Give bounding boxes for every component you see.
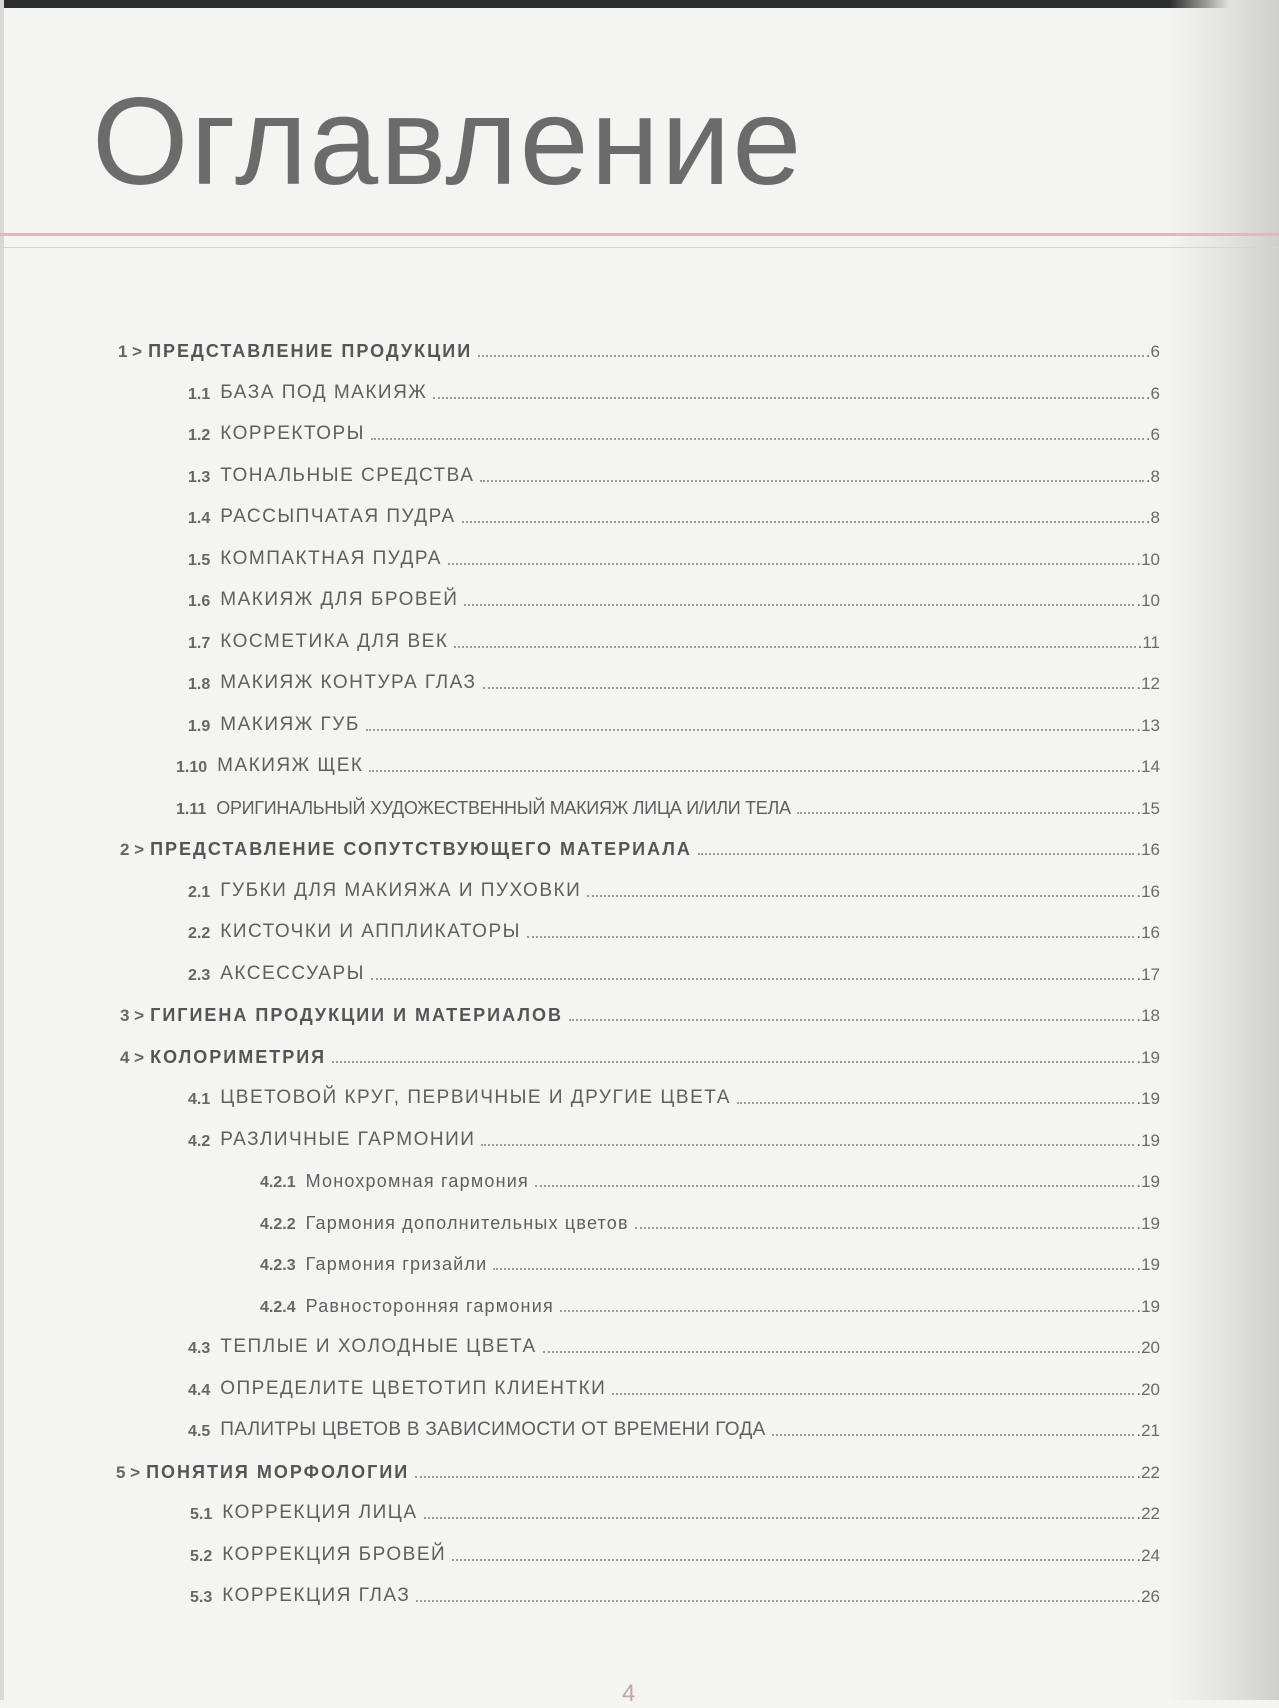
toc-entry-number: 1.10 [176,759,208,776]
toc-entry[interactable] [188,917,1160,943]
toc-entry[interactable] [188,710,1160,736]
toc-entry[interactable] [176,793,1160,819]
toc-entry[interactable] [260,1166,1160,1192]
toc-entry[interactable] [120,834,1160,860]
dot-leader [424,1517,1135,1519]
toc-entry-number: 1.6 [188,593,211,610]
toc-entry-number: 5 > [116,1463,141,1482]
toc-entry-label: РАЗЛИЧНЫЕ ГАРМОНИИ [220,1129,476,1150]
toc-entry-page: .15 [1136,799,1160,818]
toc-entry-page: .22 [1136,1463,1160,1482]
toc-entry-page: .21 [1136,1421,1160,1440]
toc-entry-page: .14 [1136,757,1160,776]
toc-entry-number: 1.1 [188,386,211,403]
toc-entry-label: ЦВЕТОВОЙ КРУГ, ПЕРВИЧНЫЕ И ДРУГИЕ ЦВЕТА [220,1087,731,1108]
toc-entry-page: .18 [1136,1006,1160,1025]
toc-entry-number: 4.5 [188,1423,211,1440]
toc-entry[interactable] [188,1083,1160,1109]
toc-entry[interactable] [188,378,1160,404]
toc-entry-number: 1.2 [188,427,211,444]
toc-entry-label: ОПРЕДЕЛИТЕ ЦВЕТОТИП КЛИЕНТКИ [220,1378,607,1399]
dot-leader [635,1227,1135,1229]
toc-entry[interactable] [188,544,1160,570]
toc-entry-page: .19 [1136,1214,1160,1233]
toc-entry[interactable] [190,1540,1160,1566]
toc-entry-label: ПРЕДСТАВЛЕНИЕ ПРОДУКЦИИ [148,341,473,361]
toc-entry-page: .10 [1136,591,1160,610]
toc-entry-page: .8 [1145,467,1160,486]
dot-leader [737,1102,1134,1104]
dot-leader [483,687,1135,689]
toc-entry[interactable] [188,1125,1160,1151]
toc-entry[interactable] [260,1208,1160,1234]
toc-entry-label: МАКИЯЖ ЩЕК [217,755,364,776]
toc-entry-number: 3 > [120,1006,145,1025]
toc-entry-number: 5.2 [190,1548,213,1565]
page-curl-shadow [1169,0,1279,1700]
toc-entry[interactable] [188,502,1160,528]
title-rule [0,233,1279,236]
toc-entry[interactable] [260,1291,1160,1317]
toc-entry-page: .20 [1136,1380,1160,1399]
toc-entry-page: .16 [1136,840,1160,859]
toc-entry-number: 4 > [120,1048,145,1067]
toc-entry-page: .19 [1136,1297,1160,1316]
toc-entry-label: ТОНАЛЬНЫЕ СРЕДСТВА [220,465,475,486]
toc-entry[interactable] [188,1332,1160,1358]
toc-entry-page: .11 [1137,633,1160,652]
toc-entry-page: .17 [1136,965,1160,984]
toc-entry-page: .19 [1136,1172,1160,1191]
toc-entry[interactable] [120,1000,1160,1026]
dot-leader [560,1310,1134,1312]
toc-entry-page: .6 [1145,384,1160,403]
toc-entry-number: 5.3 [190,1589,213,1606]
toc-entry-number: 4.2.1 [260,1174,296,1191]
toc-entry-number: 4.3 [188,1340,211,1357]
toc-entry-page: .8 [1145,508,1160,527]
dot-leader [448,563,1134,565]
toc-entry-number: 1.9 [188,718,211,735]
toc-entry-number: 1.8 [188,676,211,693]
toc-entry-number: 2 > [120,840,145,859]
toc-entry-page: .19 [1136,1048,1160,1067]
toc-entry-label: ГУБКИ ДЛЯ МАКИЯЖА И ПУХОВКИ [220,880,582,901]
dot-leader [371,438,1144,440]
toc-entry[interactable] [188,419,1160,445]
toc-entry-number: 2.1 [188,884,211,901]
toc-entry-number: 5.1 [190,1506,213,1523]
toc-entry-page: .19 [1136,1089,1160,1108]
toc-entry-label: ОРИГИНАЛЬНЫЙ ХУДОЖЕСТВЕННЫЙ МАКИЯЖ ЛИЦА И/ИЛИ ТЕЛА [216,798,791,818]
toc-entry[interactable] [188,959,1160,985]
toc-entry-number: 1.7 [188,635,211,652]
toc-entry-label: Гармония дополнительных цветов [305,1213,629,1233]
dot-leader [369,770,1134,772]
toc-entry[interactable] [118,336,1160,362]
toc-entry[interactable] [176,751,1160,777]
toc-entry[interactable] [116,1457,1160,1483]
toc-entry-label: БАЗА ПОД МАКИЯЖ [220,382,428,403]
toc-entry[interactable] [190,1498,1160,1524]
toc-entry-page: .20 [1136,1338,1160,1357]
toc-entry-label: МАКИЯЖ ГУБ [220,714,360,735]
dot-leader [454,646,1135,648]
toc-entry-page: .24 [1136,1546,1160,1565]
toc-entry[interactable] [188,585,1160,611]
toc-entry[interactable] [188,627,1160,653]
toc-entry-label: Равносторонняя гармония [305,1296,554,1316]
toc-entry-label: КОРРЕКЦИЯ ЛИЦА [222,1502,418,1523]
toc-entry-label: ПРЕДСТАВЛЕНИЕ СОПУТСТВУЮЩЕГО МАТЕРИАЛА [150,839,692,859]
dot-leader [366,729,1135,731]
toc-entry[interactable] [260,1249,1160,1275]
toc-entry-number: 1.3 [188,469,211,486]
scan-top-edge [0,0,1279,8]
toc-entry[interactable] [190,1581,1160,1607]
toc-entry-label: КОРРЕКЦИЯ ГЛАЗ [222,1585,411,1606]
toc-entry-label: ТЕПЛЫЕ И ХОЛОДНЫЕ ЦВЕТА [220,1336,537,1357]
dot-leader [464,604,1134,606]
toc-entry-page: .6 [1145,425,1160,444]
toc-entry[interactable] [120,1042,1160,1068]
toc-entry-number: 1.11 [176,801,207,818]
dot-leader [415,1476,1134,1478]
dot-leader [433,397,1143,399]
toc-entry-label: МАКИЯЖ ДЛЯ БРОВЕЙ [220,589,459,610]
dot-leader [481,1144,1134,1146]
toc-entry-label: КОСМЕТИКА ДЛЯ ВЕК [220,631,449,652]
toc-entry[interactable] [188,668,1160,694]
dot-leader [452,1559,1134,1561]
toc-entry-label: РАССЫПЧАТАЯ ПУДРА [220,506,456,527]
dot-leader [535,1185,1134,1187]
title-rule-thin [0,247,1279,248]
dot-leader [527,936,1134,938]
toc-entry-number: 1.5 [188,552,211,569]
toc-entry[interactable] [188,461,1160,487]
toc-entry-page: .19 [1136,1255,1160,1274]
dot-leader [416,1600,1134,1602]
dot-leader [612,1393,1134,1395]
dot-leader [772,1434,1135,1436]
toc-entry-number: 4.2 [188,1133,211,1150]
toc-entry-number: 4.2.2 [260,1216,296,1233]
toc-entry-label: КОЛОРИМЕТРИЯ [150,1047,327,1067]
dot-leader [480,480,1143,482]
toc-entry-page: .16 [1136,923,1160,942]
toc-entry-label: КОМПАКТНАЯ ПУДРА [220,548,442,569]
toc-entry-label: Монохромная гармония [305,1171,529,1191]
toc-entry[interactable] [188,1415,1160,1441]
dot-leader [371,978,1134,980]
dot-leader [478,355,1144,357]
toc-entry-page: .26 [1136,1587,1160,1606]
dot-leader [797,812,1135,814]
dot-leader [587,895,1134,897]
toc-entry-number: 4.2.4 [260,1299,296,1316]
toc-entry-number: 1 > [118,342,143,361]
dot-leader [698,853,1134,855]
dot-leader [569,1019,1134,1021]
toc-entry-page: .12 [1136,674,1160,693]
toc-entry-number: 4.2.3 [260,1257,296,1274]
toc-entry-label: ГИГИЕНА ПРОДУКЦИИ И МАТЕРИАЛОВ [150,1005,563,1025]
dot-leader [332,1061,1134,1063]
toc-entry-page: .10 [1136,550,1160,569]
toc-entry-number: 2.3 [188,967,211,984]
toc-entry-number: 4.1 [188,1091,211,1108]
toc-entry-label: ПАЛИТРЫ ЦВЕТОВ В ЗАВИСИМОСТИ ОТ ВРЕМЕНИ ГОДА [220,1419,766,1440]
toc-entry-number: 4.4 [188,1382,211,1399]
page-number: 4 [622,1680,636,1707]
toc-entry-number: 1.4 [188,510,211,527]
toc-entry-label: КОРРЕКЦИЯ БРОВЕЙ [222,1544,447,1565]
toc-entry-number: 2.2 [188,925,211,942]
toc-entry-label: Гармония гризайли [305,1254,488,1274]
toc-entry-label: КОРРЕКТОРЫ [220,423,365,444]
toc-entry-page: .19 [1136,1131,1160,1150]
toc-entry-page: .13 [1136,716,1160,735]
dot-leader [462,521,1144,523]
scan-left-edge [0,0,4,1700]
toc-entry-page: .6 [1145,342,1160,361]
toc-entry-label: КИСТОЧКИ И АППЛИКАТОРЫ [220,921,521,942]
dot-leader [493,1268,1134,1270]
toc-entry-page: .16 [1136,882,1160,901]
toc-entry-page: .22 [1136,1504,1160,1523]
toc-entry[interactable] [188,876,1160,902]
toc-entry-label: АКСЕССУАРЫ [220,963,365,984]
toc-entry-label: ПОНЯТИЯ МОРФОЛОГИИ [146,1462,410,1482]
dot-leader [543,1351,1135,1353]
page-title: Оглавление [92,73,804,211]
toc-entry[interactable] [188,1374,1160,1400]
toc-entry-label: МАКИЯЖ КОНТУРА ГЛАЗ [220,672,477,693]
